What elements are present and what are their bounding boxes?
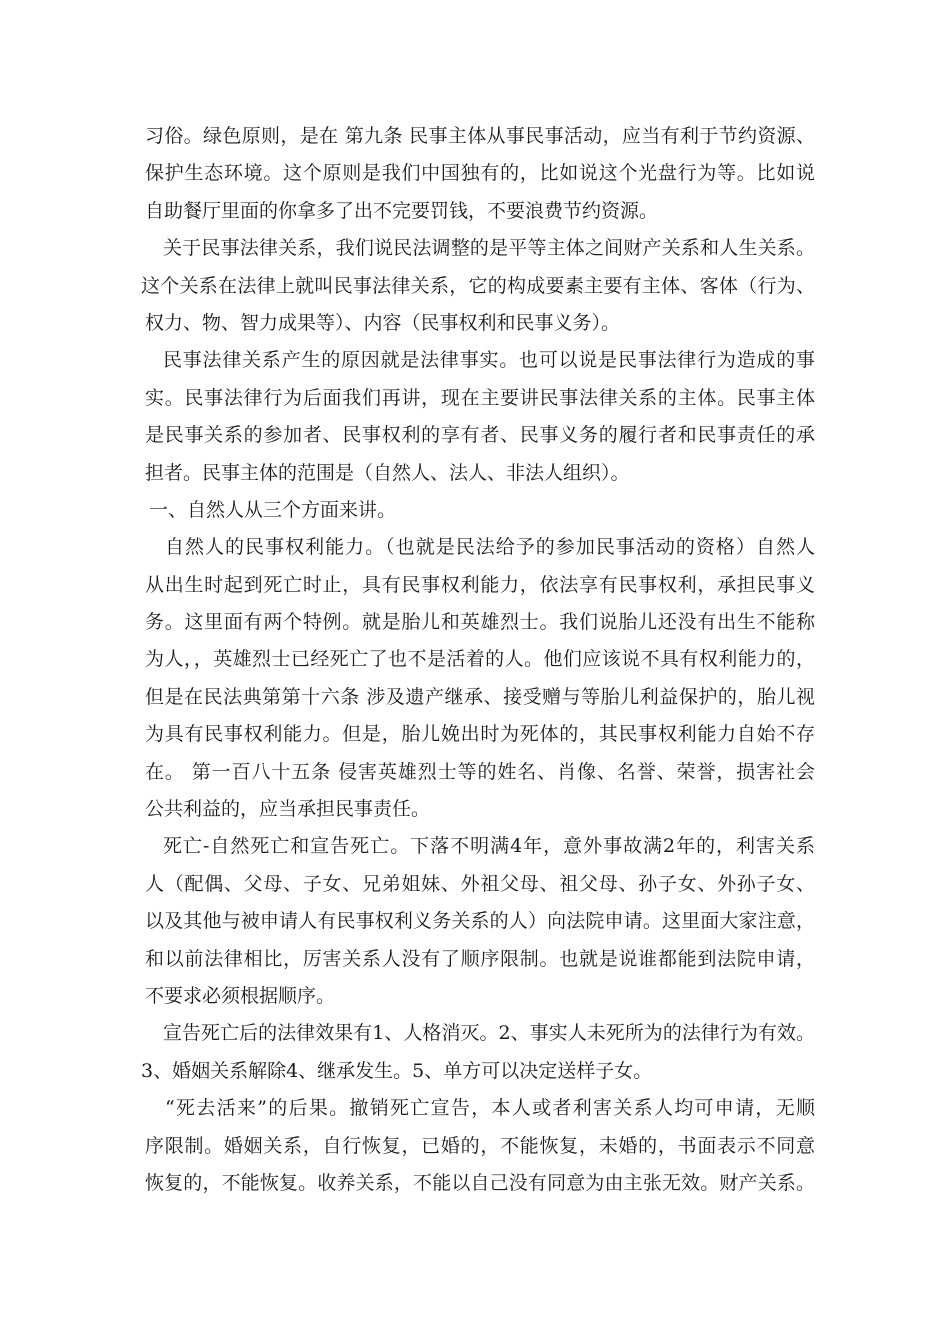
text-line bbox=[145, 455, 815, 492]
text-line-content: 保护生态环境。这个原则是我们中国独有的，比如说这个光盘行为等。比如说 bbox=[145, 162, 815, 185]
text-line-content: 习俗。绿色原则，是在 第九条 民事主体从事民事活动，应当有利于节约资源、 bbox=[145, 125, 815, 147]
text-line bbox=[163, 1015, 815, 1052]
text-line bbox=[145, 1165, 815, 1202]
text-line-content: 是民事关系的参加者、民事权利的享有者、民事义务的履行者和民事责任的承 bbox=[145, 424, 815, 447]
document-body bbox=[141, 118, 815, 1202]
text-line-content: 为人，，英雄烈士已经死亡了也不是活着的人。他们应该说不具有权利能力的， bbox=[145, 648, 815, 671]
text-line-content: 为具有民事权利能力。但是，胎儿娩出时为死体的，其民事权利能力自始不存 bbox=[145, 723, 815, 746]
text-line bbox=[145, 155, 815, 192]
text-line bbox=[145, 305, 815, 342]
text-line-content: 不要求必须根据顺序。 bbox=[145, 984, 336, 1007]
text-line-content: 权力、物、智力成果等）、内容（民事权利和民事义务）。 bbox=[145, 311, 621, 334]
text-line bbox=[145, 417, 815, 454]
text-line bbox=[145, 679, 815, 716]
text-line bbox=[145, 941, 815, 978]
text-line-content: 3、婚姻关系解除4、继承发生。5、单方可以决定送样子女。 bbox=[141, 1059, 653, 1082]
text-line bbox=[163, 828, 815, 865]
text-line bbox=[145, 903, 815, 940]
text-line bbox=[145, 978, 815, 1015]
text-line bbox=[145, 567, 815, 604]
text-line bbox=[145, 1128, 815, 1165]
text-line-content: 以及其他与被申请人有民事权利义务关系的人）向法院申请。这里面大家注意， bbox=[145, 910, 815, 933]
text-line bbox=[165, 529, 815, 566]
text-line bbox=[145, 866, 815, 903]
text-line bbox=[163, 230, 815, 267]
text-line-content: 宣告死亡后的法律效果有1、人格消灭。2、事实人未死所为的法律行为有效。 bbox=[163, 1022, 815, 1045]
text-line-content: 实。民事法律行为后面我们再讲，现在主要讲民事法律关系的主体。民事主体 bbox=[145, 386, 815, 409]
text-line-content: 民事法律关系产生的原因就是法律事实。也可以说是民事法律行为造成的事 bbox=[163, 349, 815, 372]
text-line bbox=[145, 193, 815, 230]
text-line-content: 公共利益的，应当承担民事责任。 bbox=[145, 798, 431, 821]
text-line-content: 恢复的，不能恢复。收养关系，不能以自己没有同意为由主张无效。财产关系。 bbox=[145, 1171, 815, 1194]
text-line-content: 一、自然人从三个方面来讲。 bbox=[149, 498, 397, 521]
text-line-content: 序限制。婚姻关系，自行恢复，已婚的，不能恢复，未婚的，书面表示不同意 bbox=[145, 1134, 815, 1157]
text-line-content: 关于民事法律关系，我们说民法调整的是平等主体之间财产关系和人生关系。 bbox=[163, 237, 815, 260]
text-line bbox=[145, 641, 815, 678]
text-line bbox=[145, 604, 815, 641]
text-line-content: 从出生时起到死亡时止，具有民事权利能力，依法享有民事权利，承担民事义 bbox=[145, 573, 815, 596]
text-line-content: 务。这里面有两个特例。就是胎儿和英雄烈士。我们说胎儿还没有出生不能称 bbox=[145, 611, 815, 634]
text-line bbox=[165, 1090, 815, 1127]
text-line-content: 死亡-自然死亡和宣告死亡。下落不明满4年，意外事故满2年的，利害关系 bbox=[163, 835, 815, 858]
text-line bbox=[163, 342, 815, 379]
text-line-content: 和以前法律相比，厉害关系人没有了顺序限制。也就是说谁都能到法院申请， bbox=[145, 947, 815, 970]
text-line-content: “死去活来”的后果。撤销死亡宣告，本人或者利害关系人均可申请，无顺 bbox=[165, 1097, 815, 1120]
text-line bbox=[145, 754, 815, 791]
text-line bbox=[149, 492, 815, 529]
text-line-content: 在。 第一百八十五条 侵害英雄烈士等的姓名、肖像、名誉、荣誉，损害社会 bbox=[145, 760, 815, 783]
text-line-content: 自然人的民事权利能力。（也就是民法给予的参加民事活动的资格）自然人 bbox=[165, 536, 815, 559]
text-line bbox=[145, 118, 815, 155]
text-line-content: 这个关系在法律上就叫民事法律关系，它的构成要素主要有主体、客体（行为、 bbox=[141, 274, 815, 297]
text-line-content: 人（配偶、父母、子女、兄弟姐妹、外祖父母、祖父母、孙子女、外孙子女、 bbox=[145, 872, 815, 895]
text-line bbox=[141, 268, 815, 305]
text-line bbox=[141, 1053, 815, 1090]
text-line-content: 自助餐厅里面的你拿多了出不完要罚钱，不要浪费节约资源。 bbox=[145, 199, 659, 222]
text-line bbox=[145, 380, 815, 417]
text-line-content: 担者。民事主体的范围是（自然人、法人、非法人组织）。 bbox=[145, 461, 630, 484]
text-line bbox=[145, 791, 815, 828]
text-line bbox=[145, 716, 815, 753]
text-line-content: 但是在民法典第第十六条 涉及遗产继承、接受赠与等胎儿利益保护的，胎儿视 bbox=[145, 685, 815, 708]
